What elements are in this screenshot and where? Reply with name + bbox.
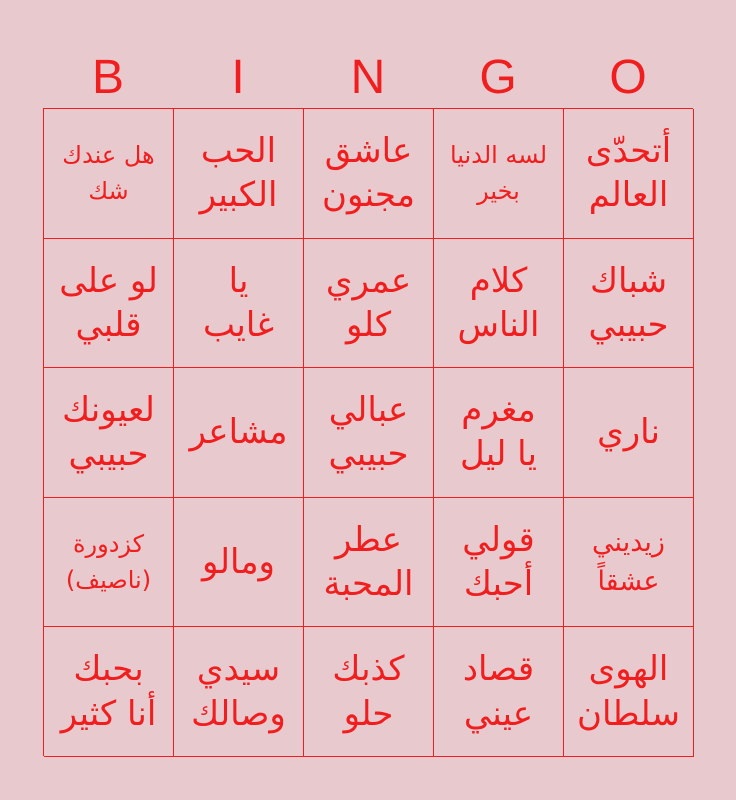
bingo-cell[interactable]: مشاعر — [174, 368, 304, 498]
header-letter-o: O — [609, 51, 647, 104]
bingo-cell[interactable]: عبالي حبيبي — [304, 368, 434, 498]
bingo-cell[interactable]: مغرم يا ليل — [434, 368, 564, 498]
bingo-cell[interactable]: قولي أحبك — [434, 498, 564, 628]
header-letter-b: B — [91, 51, 124, 104]
bingo-cell[interactable]: لسه الدنيا بخير — [434, 109, 564, 239]
header-letter-g: G — [479, 51, 517, 104]
bingo-cell[interactable]: قصاد عيني — [434, 627, 564, 757]
bingo-board — [43, 108, 693, 756]
bingo-cell[interactable]: هل عندك شك — [44, 109, 174, 239]
bingo-cell[interactable]: كلام الناس — [434, 239, 564, 369]
bingo-cell[interactable]: عاشق مجنون — [304, 109, 434, 239]
bingo-cell[interactable]: عمري كلو — [304, 239, 434, 369]
bingo-cell[interactable]: سيدي وصالك — [174, 627, 304, 757]
bingo-cell[interactable]: الهوى سلطان — [564, 627, 694, 757]
bingo-cell[interactable]: لعيونك حبيبي — [44, 368, 174, 498]
bingo-cell[interactable]: ومالو — [174, 498, 304, 628]
bingo-cell[interactable]: الحب الكبير — [174, 109, 304, 239]
bingo-header — [43, 48, 693, 108]
bingo-cell[interactable]: بحبك أنا كثير — [44, 627, 174, 757]
bingo-cell[interactable]: أتحدّى العالم — [564, 109, 694, 239]
bingo-cell[interactable]: لو على قلبي — [44, 239, 174, 369]
bingo-cell[interactable]: كزدورة (ناصيف) — [44, 498, 174, 628]
bingo-cell[interactable]: شباك حبيبي — [564, 239, 694, 369]
bingo-cell[interactable]: زيديني عشقاً — [564, 498, 694, 628]
bingo-cell[interactable]: ناري — [564, 368, 694, 498]
header-letter-n: N — [350, 51, 386, 104]
bingo-cell[interactable]: كذبك حلو — [304, 627, 434, 757]
bingo-cell[interactable]: يا غايب — [174, 239, 304, 369]
bingo-cell[interactable]: عطر المحبة — [304, 498, 434, 628]
header-letter-i: I — [231, 51, 245, 104]
